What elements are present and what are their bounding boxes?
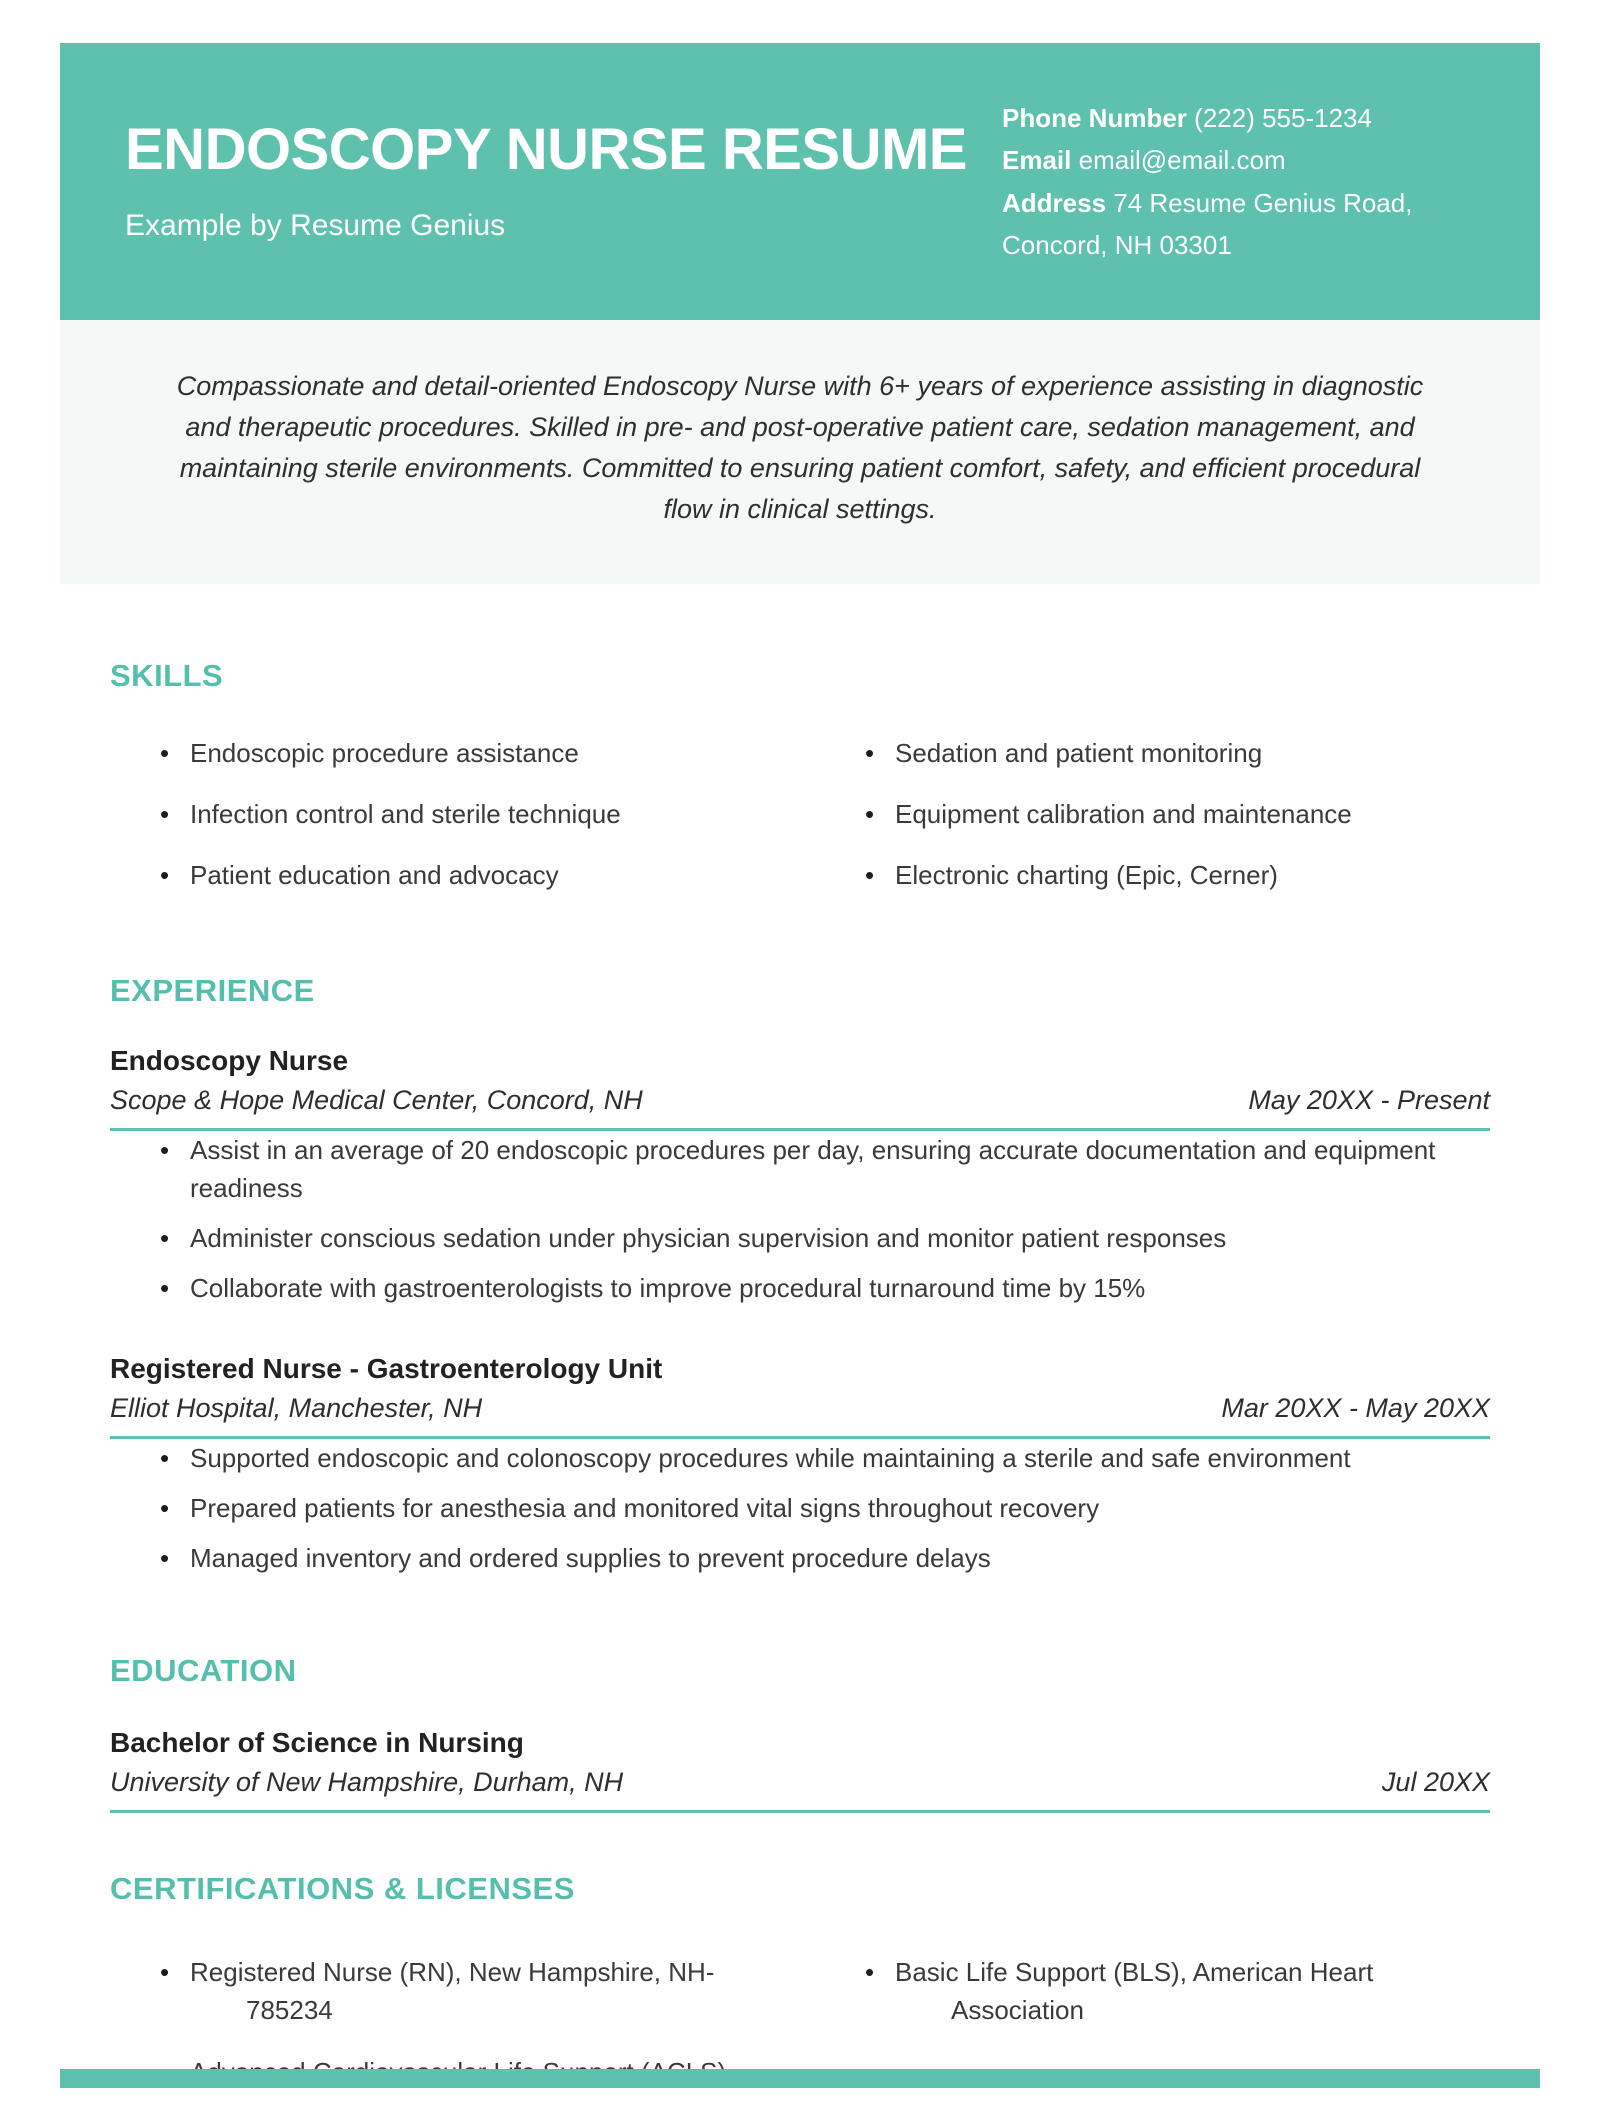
job-meta-row	[110, 1393, 1490, 1439]
resume-title: ENDOSCOPY NURSE RESUME	[125, 117, 967, 183]
education-date: Jul 20XX	[1381, 1767, 1490, 1798]
summary-text: Compassionate and detail-oriented Endoscopy Nurse with 6+ years of experience assisting in diagnostic and therapeutic procedures. Skilled in pre- and post-operative patient care, sedation management, and maintaining sterile environments. Committed to ensuring patient comfort, safety, and efficient procedural flow in clinical settings.	[176, 371, 1424, 525]
email-value: email@email.com	[1078, 145, 1286, 176]
certification-text: • Basic Life Support (BLS), American Heart Association	[895, 1957, 1374, 2026]
education-heading: EDUCATION	[110, 1653, 297, 1689]
summary-band	[60, 320, 1540, 584]
job-title: Endoscopy Nurse	[110, 1045, 349, 1077]
resume-body	[110, 658, 1490, 2115]
education-meta-row	[110, 1767, 1490, 1813]
header-band	[60, 43, 1540, 320]
skill-item: • Equipment calibration and maintenance	[851, 795, 1490, 833]
certifications-column-left	[110, 1953, 815, 2115]
job-bullet-list	[110, 1439, 1490, 1577]
job-meta-row	[110, 1085, 1490, 1131]
certification-item	[146, 1953, 815, 2029]
job-title: Registered Nurse - Gastroenterology Unit	[110, 1353, 663, 1385]
skills-section	[110, 658, 1490, 917]
contact-phone	[1002, 97, 1482, 139]
skills-grid	[110, 734, 1490, 917]
job-bullet: • Collaborate with gastroenterologists to improve procedural turnaround time by 15%	[146, 1269, 1490, 1307]
skill-item: • Patient education and advocacy	[146, 856, 815, 894]
certification-text: • Registered Nurse (RN), New Hampshire, NH-785234	[190, 1957, 715, 2026]
education-entry	[110, 1727, 1490, 1813]
certifications-column-right	[815, 1953, 1490, 2115]
skills-heading: SKILLS	[110, 658, 224, 694]
job-bullet: • Supported endoscopic and colonoscopy procedures while maintaining a sterile and safe environment	[146, 1439, 1490, 1477]
job-bullet: • Administer conscious sedation under physician supervision and monitor patient responses	[146, 1219, 1490, 1257]
resume-subtitle: Example by Resume Genius	[125, 208, 506, 242]
contact-block	[1002, 97, 1482, 265]
skill-item: • Endoscopic procedure assistance	[146, 734, 815, 772]
email-label: Email	[1002, 145, 1072, 176]
footer-accent-bar	[60, 2069, 1540, 2088]
job-company: Scope & Hope Medical Center, Concord, NH	[110, 1085, 643, 1116]
contact-email	[1002, 139, 1482, 181]
job-company: Elliot Hospital, Manchester, NH	[110, 1393, 483, 1424]
certification-item	[851, 1953, 1490, 2029]
skill-item: • Electronic charting (Epic, Cerner)	[851, 856, 1490, 894]
header-title-block	[125, 117, 967, 243]
phone-label: Phone Number	[1002, 103, 1187, 134]
school-name: University of New Hampshire, Durham, NH	[110, 1767, 624, 1798]
job-bullet: • Prepared patients for anesthesia and monitored vital signs throughout recovery	[146, 1489, 1490, 1527]
degree-title: Bachelor of Science in Nursing	[110, 1727, 524, 1759]
job-bullet: • Managed inventory and ordered supplies to prevent procedure delays	[146, 1539, 1490, 1577]
job-dates: Mar 20XX - May 20XX	[1221, 1393, 1490, 1424]
address-label: Address	[1002, 187, 1107, 218]
job-bullet: • Assist in an average of 20 endoscopic procedures per day, ensuring accurate documentation and equipment readiness	[146, 1131, 1490, 1207]
education-section	[110, 1653, 1490, 1813]
skill-item: • Sedation and patient monitoring	[851, 734, 1490, 772]
skills-column-right	[815, 734, 1490, 917]
job-bullet-list	[110, 1131, 1490, 1307]
address-value: 74 Resume Genius Road, Concord, NH 03301	[1002, 187, 1413, 260]
job-entry	[110, 1045, 1490, 1307]
certifications-heading: CERTIFICATIONS & LICENSES	[110, 1871, 575, 1907]
job-dates: May 20XX - Present	[1248, 1085, 1490, 1116]
experience-section	[110, 973, 1490, 1577]
contact-address	[1002, 182, 1482, 266]
certifications-grid	[110, 1953, 1490, 2115]
job-entry	[110, 1353, 1490, 1577]
skills-column-left	[110, 734, 815, 917]
experience-heading: EXPERIENCE	[110, 973, 315, 1009]
phone-value: (222) 555-1234	[1194, 103, 1372, 134]
skill-item: • Infection control and sterile technique	[146, 795, 815, 833]
